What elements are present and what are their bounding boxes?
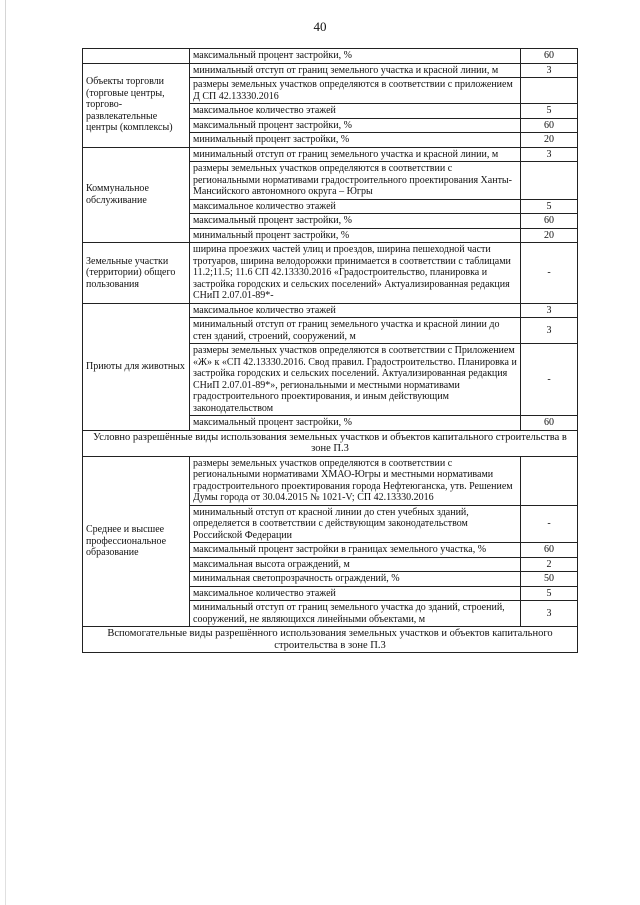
value-cell: 60: [521, 543, 578, 558]
parameter-cell: минимальная светопрозрачность ограждений, %: [190, 572, 521, 587]
parameter-cell: минимальный отступ от границ земельного участка до зданий, строений, сооружений, не являющихся линейными объектами, м: [190, 601, 521, 627]
value-cell: 3: [521, 303, 578, 318]
value-cell: 5: [521, 104, 578, 119]
parameter-cell: максимальное количество этажей: [190, 104, 521, 119]
parameter-cell: ширина проезжих частей улиц и проездов, ширина пешеходной части тротуаров, ширина велодорожки принимается в соответствии с таблицами 11.2;11.5; 11.6 СП 42.13330.2016 «Градостроительство, планировка и застройка городских и сельских поселений» Актуализированная редакция СНиП 2.07.01-89*-: [190, 243, 521, 304]
value-cell: 3: [521, 318, 578, 344]
table-row: [83, 456, 578, 505]
scan-margin-line: [5, 0, 6, 905]
value-cell: 3: [521, 147, 578, 162]
value-cell: 5: [521, 586, 578, 601]
value-cell: 60: [521, 416, 578, 431]
value-cell: 60: [521, 49, 578, 64]
parameter-cell: максимальное количество этажей: [190, 586, 521, 601]
value-cell: 20: [521, 133, 578, 148]
parameter-cell: максимальный процент застройки в границах земельного участка, %: [190, 543, 521, 558]
parameter-cell: размеры земельных участков определяются в соответствии с приложением Д СП 42.13330.2016: [190, 78, 521, 104]
parameter-cell: минимальный отступ от красной линии до стен учебных зданий, определяется в соответствии с действующим законодательством Российской Федерации: [190, 505, 521, 543]
value-cell: 50: [521, 572, 578, 587]
regulations-table-body: [83, 49, 578, 653]
value-cell: [521, 162, 578, 200]
section-header-row: [83, 430, 578, 456]
parameter-cell: минимальный отступ от границ земельного участка и красной линии, м: [190, 147, 521, 162]
value-cell: 60: [521, 214, 578, 229]
parameter-cell: максимальная высота ограждений, м: [190, 557, 521, 572]
use-type-name: Коммунальное обслуживание: [83, 147, 190, 243]
page-number: 40: [313, 19, 327, 34]
parameter-cell: максимальный процент застройки, %: [190, 118, 521, 133]
value-cell: 3: [521, 601, 578, 627]
use-type-name: Среднее и высшее профессиональное образование: [83, 456, 190, 627]
value-cell: [521, 456, 578, 505]
parameter-cell: максимальный процент застройки, %: [190, 49, 521, 64]
value-cell: 5: [521, 199, 578, 214]
section-header: Вспомогательные виды разрешённого использования земельных участков и объектов капитального строительства в зоне П.3: [83, 627, 578, 653]
use-type-name: Приюты для животных: [83, 303, 190, 430]
parameter-cell: размеры земельных участков определяются в соответствии с региональными нормативами градостроительного проектирования Ханты-Мансийского автономного округа – Югры: [190, 162, 521, 200]
value-cell: 20: [521, 228, 578, 243]
parameter-cell: минимальный процент застройки, %: [190, 228, 521, 243]
value-cell: [521, 78, 578, 104]
regulations-table: [82, 48, 578, 653]
table-row: [83, 303, 578, 318]
use-type-name: [83, 49, 190, 64]
parameter-cell: минимальный отступ от границ земельного участка и красной линии, м: [190, 63, 521, 78]
parameter-cell: максимальное количество этажей: [190, 199, 521, 214]
table-row: [83, 243, 578, 304]
parameter-cell: минимальный процент застройки, %: [190, 133, 521, 148]
value-cell: -: [521, 243, 578, 304]
value-cell: 2: [521, 557, 578, 572]
value-cell: 3: [521, 63, 578, 78]
use-type-name: Объекты торговли (торговые центры, торгово-развлекательные центры (комплексы): [83, 63, 190, 147]
table-row: [83, 49, 578, 64]
parameter-cell: максимальный процент застройки, %: [190, 214, 521, 229]
section-header-row: [83, 627, 578, 653]
value-cell: 60: [521, 118, 578, 133]
table-row: [83, 147, 578, 162]
section-header: Условно разрешённые виды использования земельных участков и объектов капитального строительства в зоне П.3: [83, 430, 578, 456]
value-cell: -: [521, 505, 578, 543]
parameter-cell: размеры земельных участков определяются в соответствии с Приложением «Ж» к «СП 42.13330.2016. Свод правил. Градостроительство. Планировка и застройка городских и сельских поселений. Актуализированная редакция СНиП 2.07.01-89*», региональными и местными нормативами градостроительного проектирования, и иным действующим законодательством: [190, 344, 521, 416]
regulations-table-wrapper: [82, 48, 577, 653]
use-type-name: Земельные участки (территории) общего пользования: [83, 243, 190, 304]
parameter-cell: минимальный отступ от границ земельного участка и красной линии до стен зданий, строений, сооружений, м: [190, 318, 521, 344]
table-row: [83, 63, 578, 78]
parameter-cell: размеры земельных участков определяются в соответствии с региональными нормативами ХМАО-Югры и местными нормативами градостроительного проектирования города Нефтеюганска, утв. Решением Думы города от 30.04.2015 № 1021-V; СП 42.13330.2016: [190, 456, 521, 505]
parameter-cell: максимальное количество этажей: [190, 303, 521, 318]
value-cell: -: [521, 344, 578, 416]
parameter-cell: максимальный процент застройки, %: [190, 416, 521, 431]
